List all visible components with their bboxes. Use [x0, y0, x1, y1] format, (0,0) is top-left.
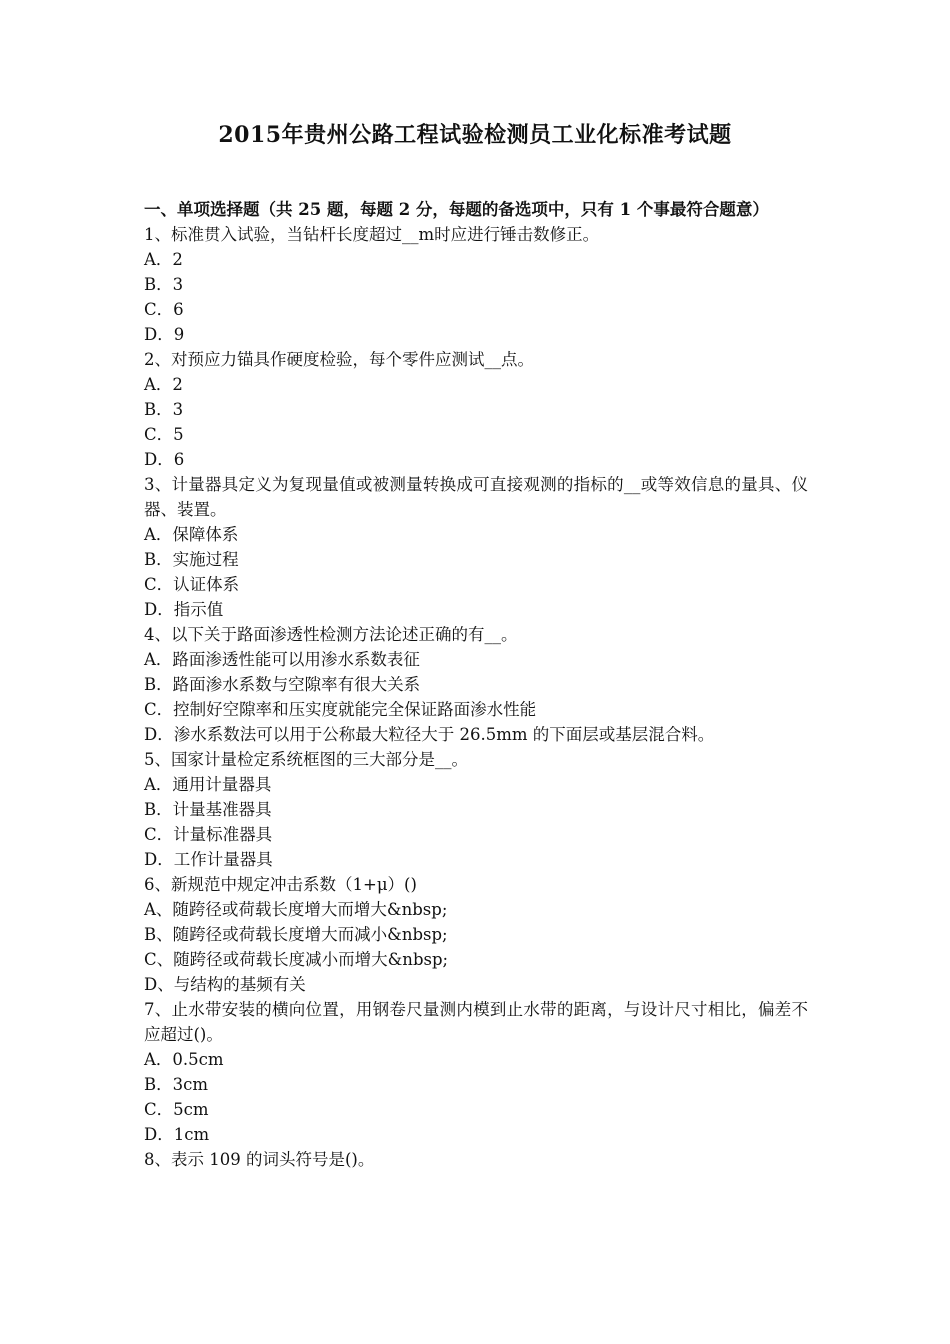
question-4-option-a: A．路面渗透性能可以用渗水系数表征	[144, 650, 420, 669]
question-6-option-b: B、随跨径或荷载长度增大而减小&nbsp;	[144, 925, 448, 944]
question-2-stem: 2、对预应力锚具作硬度检验，每个零件应测试__点。	[144, 350, 534, 369]
question-5-option-c: C．计量标准器具	[144, 825, 273, 844]
question-4-option-c: C．控制好空隙率和压实度就能完全保证路面渗水性能	[144, 700, 537, 719]
question-4-stem: 4、以下关于路面渗透性检测方法论述正确的有__。	[144, 625, 518, 644]
question-1-option-a: A．2	[144, 250, 183, 269]
question-7-option-b: B．3cm	[144, 1075, 209, 1094]
question-5-stem: 5、国家计量检定系统框图的三大部分是__。	[144, 750, 468, 769]
question-8-stem: 8、表示 109 的词头符号是()。	[144, 1150, 375, 1169]
question-6-option-c: C、随跨径或荷载长度减小而增大&nbsp;	[144, 950, 449, 969]
question-7-option-a: A．0.5cm	[144, 1050, 224, 1069]
question-7-stem: 7、止水带安装的横向位置，用钢卷尺量测内模到止水带的距离，与设计尺寸相比，偏差不应超过()。	[144, 1000, 808, 1044]
document-title: 2015年贵州公路工程试验检测员工业化标准考试题	[218, 122, 732, 148]
question-6-option-d: D、与结构的基频有关	[144, 975, 306, 994]
question-3-option-d: D．指示值	[144, 600, 224, 619]
question-4-option-b: B．路面渗水系数与空隙率有很大关系	[144, 675, 421, 694]
document-body	[144, 197, 808, 1172]
question-1-option-b: B．3	[144, 275, 184, 294]
question-1-option-d: D．9	[144, 325, 185, 344]
question-6-stem: 6、新规范中规定冲击系数（1+μ）()	[144, 875, 417, 894]
question-2-option-c: C．5	[144, 425, 184, 444]
question-3-stem: 3、计量器具定义为复现量值或被测量转换成可直接观测的指标的__或等效信息的量具、仪器、装置。	[144, 475, 808, 519]
question-2-option-a: A．2	[144, 375, 183, 394]
question-2-option-d: D．6	[144, 450, 185, 469]
question-3-option-a: A．保障体系	[144, 525, 239, 544]
question-5-option-d: D．工作计量器具	[144, 850, 273, 869]
question-5-option-a: A．通用计量器具	[144, 775, 272, 794]
question-1-stem: 1、标准贯入试验，当钻杆长度超过__m时应进行锤击数修正。	[144, 225, 600, 244]
question-3-option-b: B．实施过程	[144, 550, 239, 569]
question-7-option-d: D．1cm	[144, 1125, 210, 1144]
question-4-option-d: D．渗水系数法可以用于公称最大粒径大于 26.5mm 的下面层或基层混合料。	[144, 725, 715, 744]
question-3-option-c: C．认证体系	[144, 575, 240, 594]
question-7-option-c: C．5cm	[144, 1100, 209, 1119]
question-6-option-a: A、随跨径或荷载长度增大而增大&nbsp;	[144, 900, 448, 919]
question-5-option-b: B．计量基准器具	[144, 800, 272, 819]
question-2-option-b: B．3	[144, 400, 184, 419]
section-heading: 一、单项选择题（共 25 题，每题 2 分，每题的备选项中，只有 1 个事最符合题意）	[144, 200, 769, 219]
question-1-option-c: C．6	[144, 300, 184, 319]
